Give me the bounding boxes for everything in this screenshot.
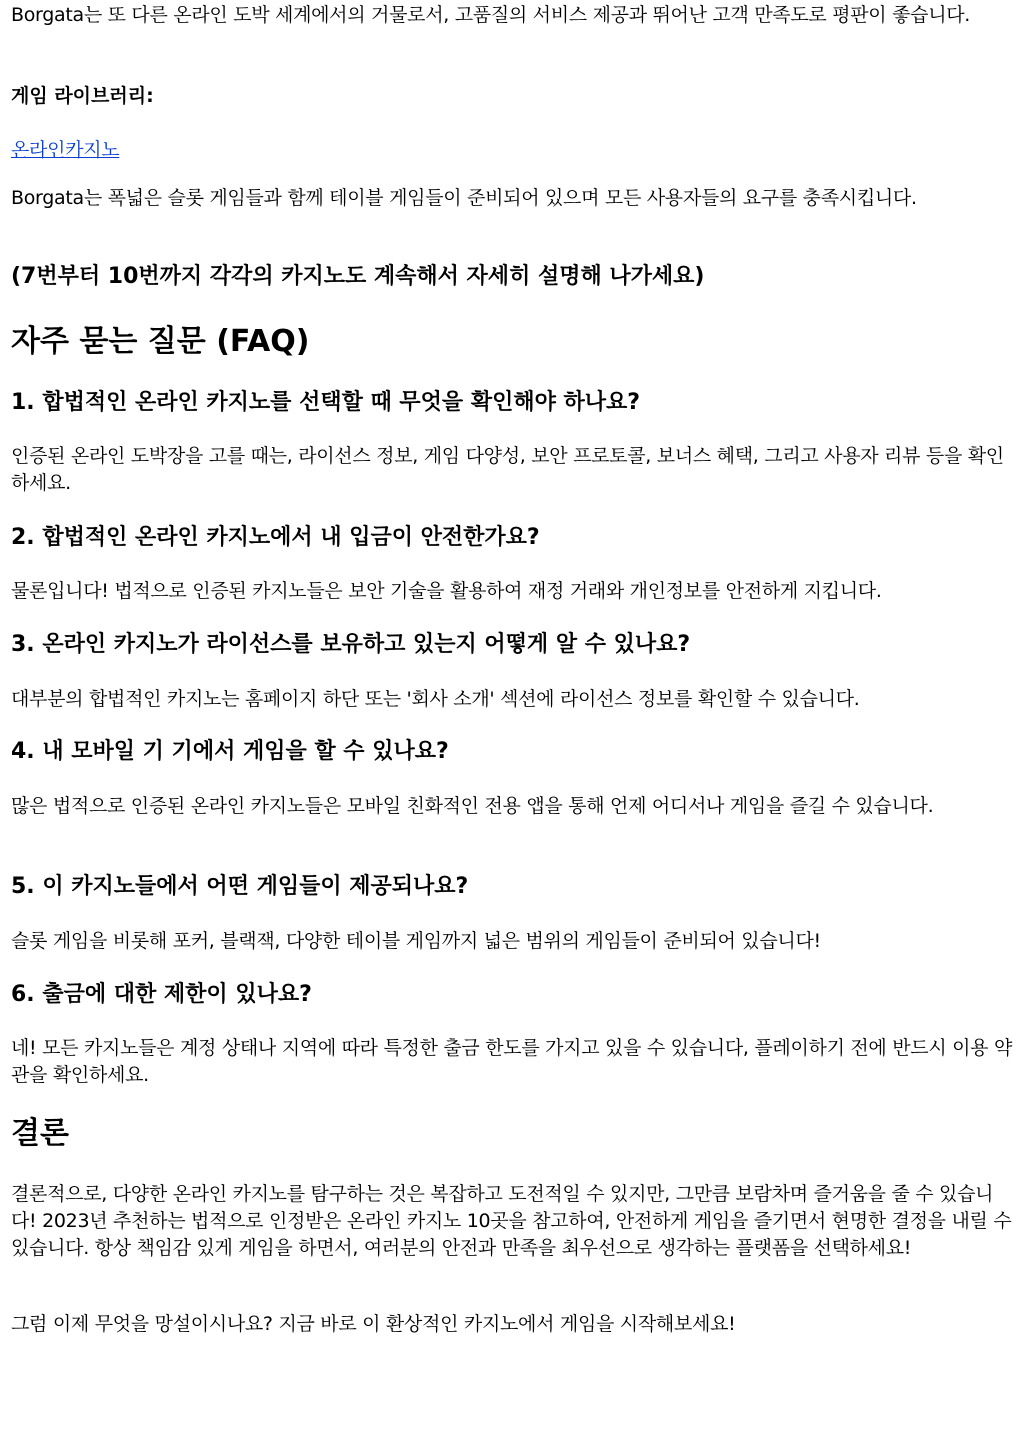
faq-answer-1: 인증된 온라인 도박장을 고를 때는, 라이선스 정보, 게임 다양성, 보안 프로토콜, 보너스 혜택, 그리고 사용자 리뷰 등을 확인하세요. — [11, 445, 1004, 494]
online-casino-link-paragraph — [11, 137, 1013, 164]
faq-question-4: 4. 내 모바일 기 기에서 게임을 할 수 있나요? — [11, 739, 449, 764]
faq-answer-3: 대부분의 합법적인 카지노는 홈페이지 하단 또는 '회사 소개' 섹션에 라이선스 정보를 확인할 수 있습니다. — [11, 688, 860, 710]
faq-question-3: 3. 온라인 카지노가 라이선스를 보유하고 있는지 어떻게 알 수 있나요? — [11, 632, 691, 657]
faq-answer-4: 많은 법적으로 인증된 온라인 카지노들은 모바일 친화적인 전용 앱을 통해 언제 어디서나 게임을 즐길 수 있습니다. — [11, 795, 934, 817]
game-library-heading: 게임 라이브러리: — [11, 85, 154, 107]
faq-question-2: 2. 합법적인 온라인 카지노에서 내 입금이 안전한가요? — [11, 525, 540, 550]
conclusion-paragraph-1: 결론적으로, 다양한 온라인 카지노를 탐구하는 것은 복잡하고 도전적일 수 있지만, 그만큼 보람차며 즐거움을 줄 수 있습니다! 2023년 추천하는 법적으로 인정받은 온라인 카지노 10곳을 참고하여, 안전하게 게임을 즐기면서 현명한 결정을 내릴 수 있습니다. 항상 책임감 있게 게임을 하면서, 여러분의 안전과 만족을 최우선으로 생각하는 플랫폼을 선택하세요! — [11, 1183, 1012, 1259]
game-library-paragraph: Borgata는 폭넓은 슬롯 게임들과 함께 테이블 게임들이 준비되어 있으며 모든 사용자들의 요구를 충족시킵니다. — [11, 187, 917, 209]
online-casino-link[interactable]: 온라인카지노 — [11, 139, 120, 161]
borgata-reputation-paragraph: Borgata는 또 다른 온라인 도박 세계에서의 거물로서, 고품질의 서비스 제공과 뛰어난 고객 만족도로 평판이 좋습니다. — [11, 4, 971, 26]
faq-question-6: 6. 출금에 대한 제한이 있나요? — [11, 982, 312, 1007]
faq-answer-2: 물론입니다! 법적으로 인증된 카지노들은 보안 기술을 활용하여 재정 거래와 개인정보를 안전하게 지킵니다. — [11, 580, 882, 602]
faq-question-1: 1. 합법적인 온라인 카지노를 선택할 때 무엇을 확인해야 하나요? — [11, 390, 641, 415]
faq-title: 자주 묻는 질문 (FAQ) — [11, 324, 310, 359]
conclusion-paragraph-2: 그럼 이제 무엇을 망설이시나요? 지금 바로 이 환상적인 카지노에서 게임을 시작해보세요! — [11, 1313, 736, 1335]
conclusion-title: 결론 — [11, 1116, 69, 1151]
continue-note-heading: (7번부터 10번까지 각각의 카지노도 계속해서 자세히 설명해 나가세요) — [11, 264, 705, 289]
faq-question-5: 5. 이 카지노들에서 어떤 게임들이 제공되나요? — [11, 874, 469, 899]
faq-answer-6: 네! 모든 카지노들은 계정 상태나 지역에 따라 특정한 출금 한도를 가지고 있을 수 있습니다, 플레이하기 전에 반드시 이용 약관을 확인하세요. — [11, 1037, 1013, 1086]
faq-answer-5: 슬롯 게임을 비롯해 포커, 블랙잭, 다양한 테이블 게임까지 넓은 범위의 게임들이 준비되어 있습니다! — [11, 930, 821, 952]
